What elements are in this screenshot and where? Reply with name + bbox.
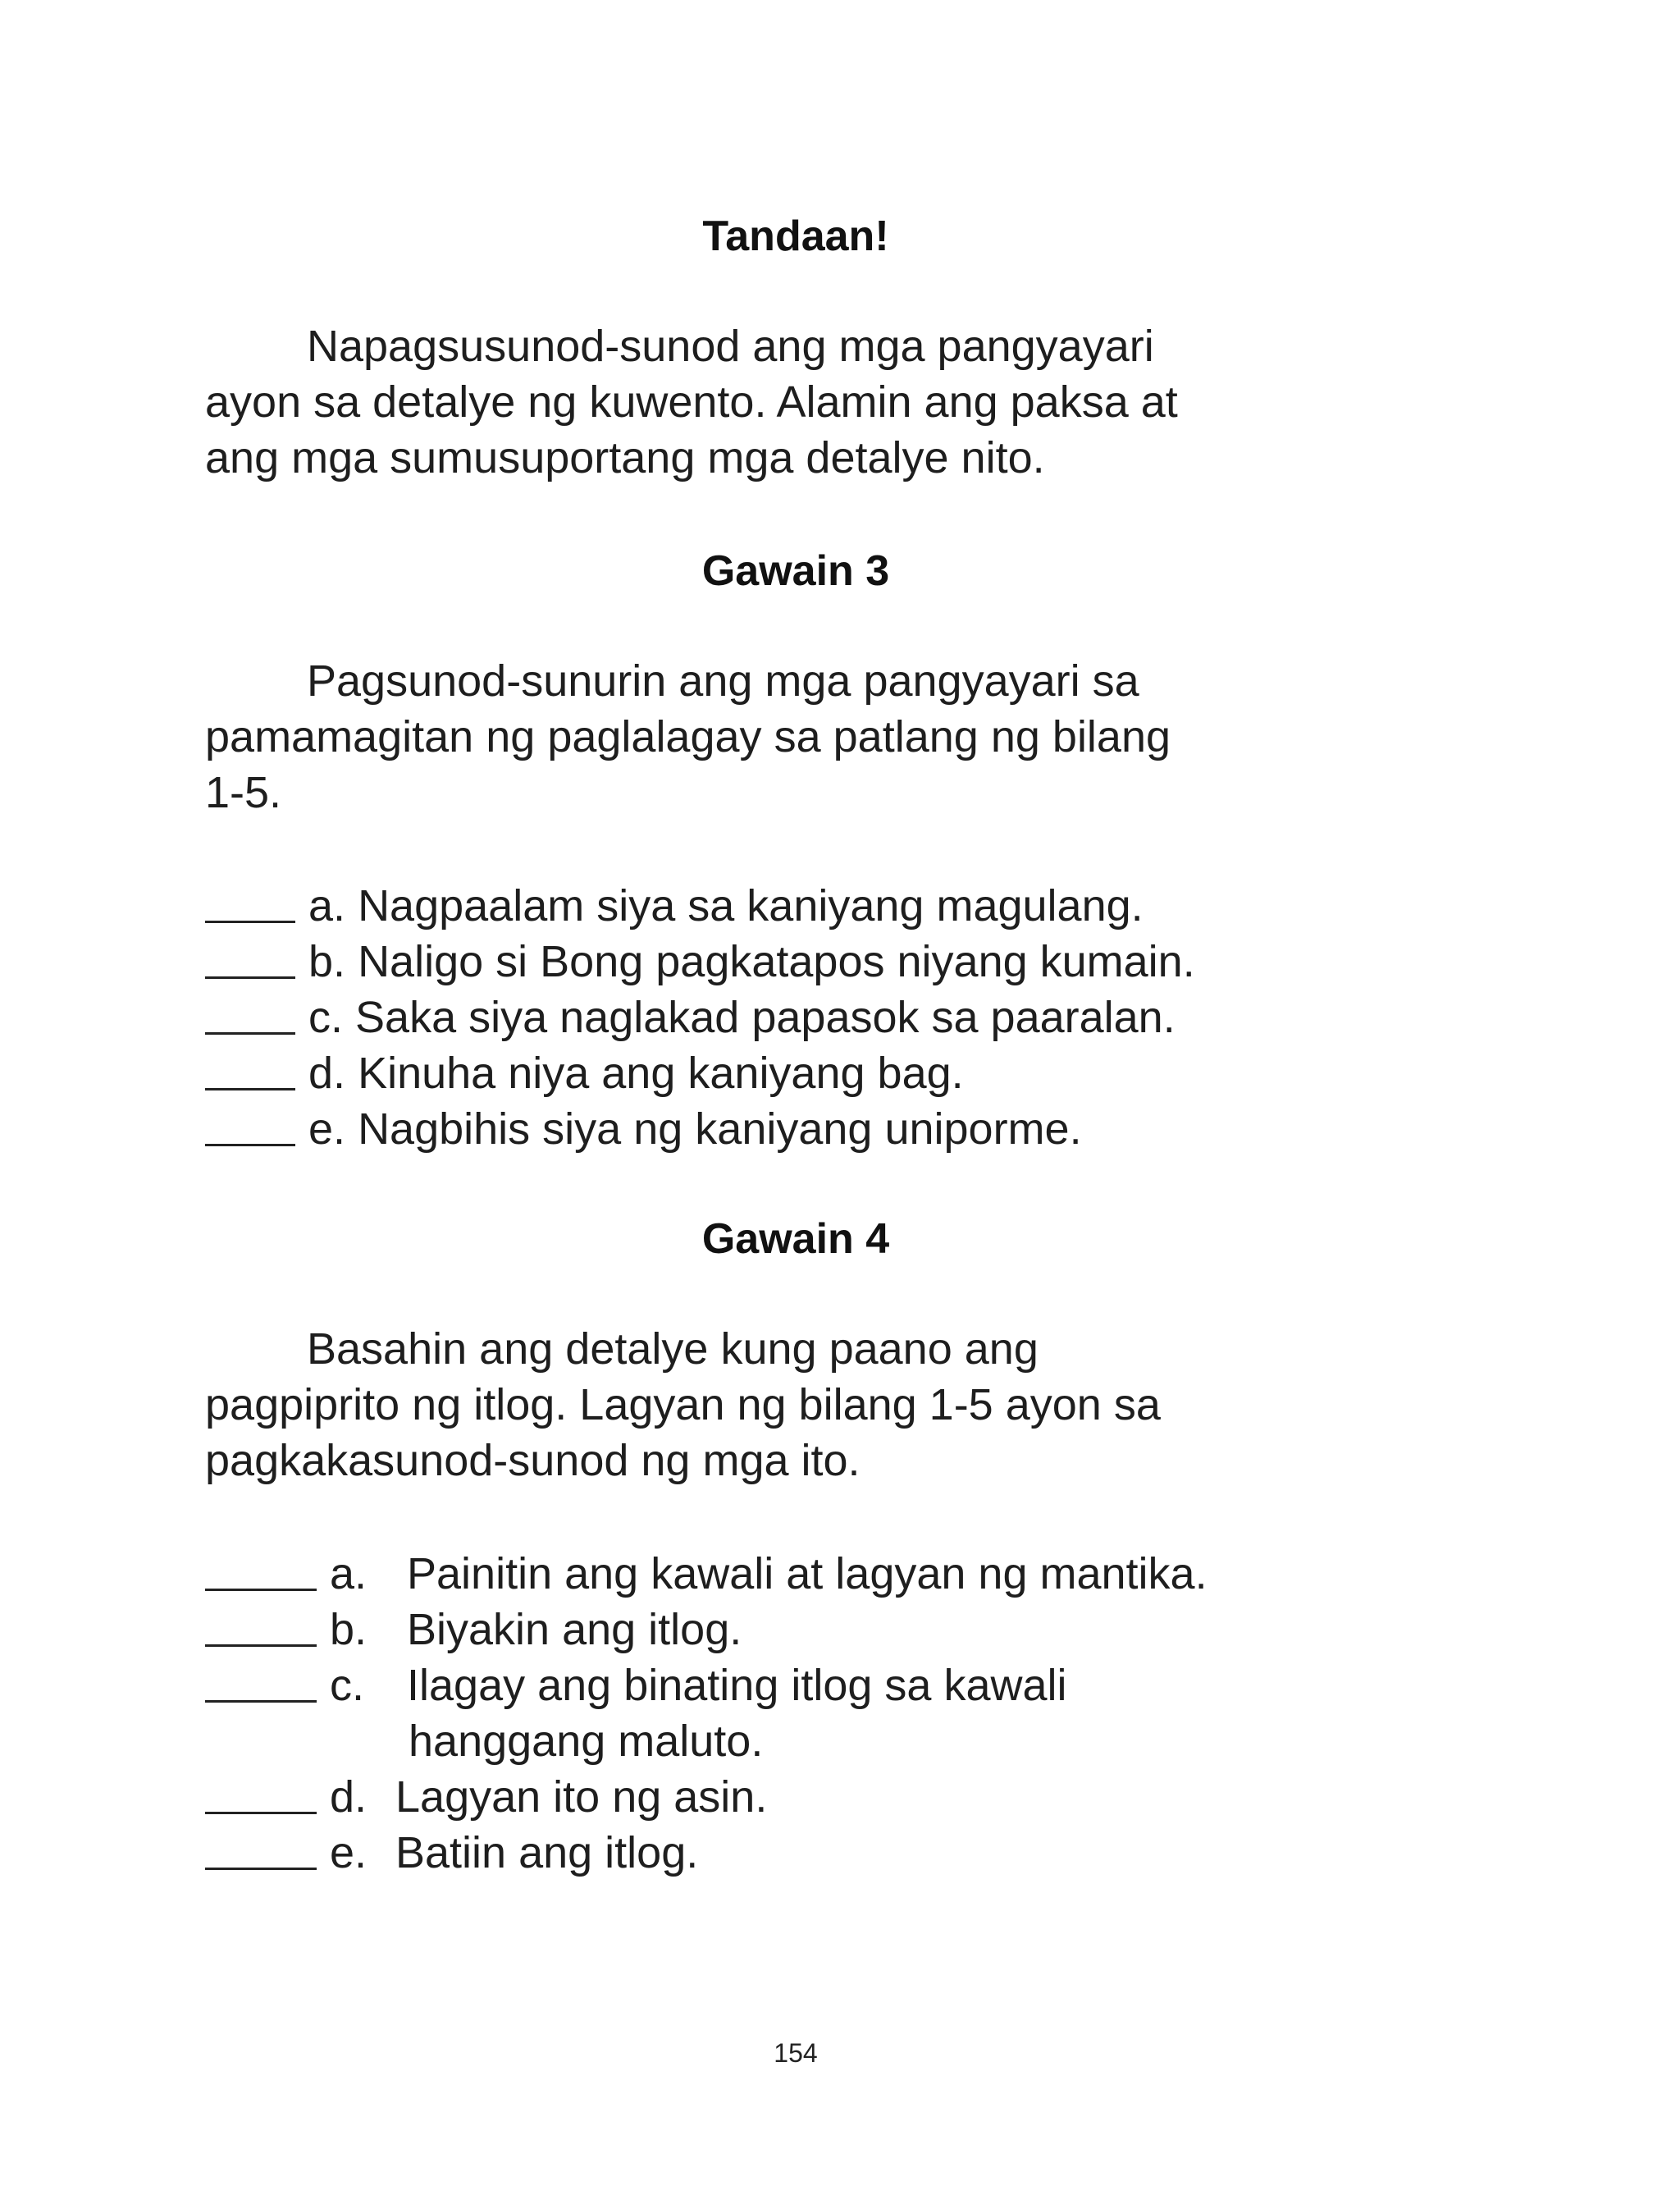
list-item — [205, 1657, 1436, 1713]
item-text: Painitin ang kawali at lagyan ng mantika. — [407, 1549, 1208, 1598]
item-letter: e. — [308, 1104, 346, 1154]
item-text: Kinuha niya ang kaniyang bag. — [358, 1049, 964, 1098]
list-item — [205, 1045, 1436, 1101]
answer-blank[interactable] — [205, 1825, 317, 1870]
gawain-3-heading: Gawain 3 — [701, 547, 890, 595]
word: patlang — [833, 712, 979, 761]
gawain-3-instruction — [205, 653, 1386, 821]
word: ang — [964, 1324, 1039, 1374]
word: paglalagay — [547, 712, 762, 761]
item-text: Nagpaalam siya sa kaniyang magulang. — [358, 881, 1144, 930]
item-letter: d. — [330, 1772, 368, 1822]
tandaan-heading: Tandaan! — [702, 213, 889, 260]
list-item — [205, 1101, 1436, 1157]
item-letter: c. — [308, 993, 344, 1042]
word: ng — [990, 712, 1040, 761]
item-text: Ilagay ang binating itlog sa kawali — [407, 1661, 1067, 1710]
item-text: Batiin ang itlog. — [395, 1828, 699, 1877]
list-item-continuation — [205, 1713, 1436, 1769]
word: bilang — [1052, 712, 1171, 761]
word: ang — [479, 1324, 554, 1374]
answer-blank[interactable] — [205, 878, 295, 923]
answer-blank[interactable] — [205, 1546, 317, 1591]
tandaan-line-1: Napagsusunod-sunod ang mga pangyayari — [307, 322, 1154, 371]
item-letter: d. — [308, 1049, 346, 1098]
item-text: Saka siya naglakad papasok sa paaralan. — [355, 993, 1176, 1042]
word: sa — [774, 712, 821, 761]
item-text: Lagyan ito ng asin. — [395, 1772, 768, 1822]
item-letter: c. — [330, 1661, 365, 1710]
item-letter: b. — [330, 1605, 368, 1654]
page-number: 154 — [774, 2038, 818, 2068]
answer-blank[interactable] — [205, 990, 295, 1035]
answer-blank[interactable] — [205, 934, 295, 979]
list-item — [205, 1769, 1436, 1825]
tandaan-line-3: ang mga sumusuportang mga detalye nito. — [205, 433, 1045, 482]
item-letter: e. — [330, 1828, 368, 1877]
list-item — [205, 934, 1436, 990]
gawain-3-instruction-line-2 — [205, 709, 1386, 765]
item-letter: b. — [308, 937, 346, 986]
list-item — [205, 1602, 1436, 1657]
list-item — [205, 1546, 1436, 1602]
gawain-4-heading: Gawain 4 — [701, 1215, 890, 1263]
gawain-3-instruction-line-3: 1-5. — [205, 768, 282, 817]
word: paano — [829, 1324, 952, 1374]
item-letter: a. — [308, 881, 346, 930]
item-letter: a. — [330, 1549, 368, 1598]
list-item — [205, 1825, 1436, 1881]
answer-blank[interactable] — [205, 1602, 317, 1647]
word: Basahin — [307, 1324, 468, 1374]
item-text: Biyakin ang itlog. — [407, 1605, 742, 1654]
tandaan-line-2: ayon sa detalye ng kuwento. Alamin ang paksa at — [205, 377, 1178, 427]
answer-blank[interactable] — [205, 1101, 295, 1146]
answer-blank[interactable] — [205, 1045, 295, 1090]
gawain-3-list — [205, 878, 1436, 1157]
gawain-4-instruction-line-3: pagkakasunod-sunod ng mga ito. — [205, 1436, 861, 1485]
tandaan-paragraph — [205, 318, 1386, 486]
gawain-4-instruction — [205, 1321, 1386, 1488]
item-text: Naligo si Bong pagkatapos niyang kumain. — [358, 937, 1195, 986]
word: kung — [720, 1324, 817, 1374]
gawain-4-list — [205, 1546, 1436, 1881]
word: detalye — [565, 1324, 709, 1374]
item-text-continuation: hanggang maluto. — [409, 1717, 764, 1766]
answer-blank[interactable] — [205, 1769, 317, 1814]
word: ng — [486, 712, 536, 761]
item-text: Nagbihis siya ng kaniyang uniporme. — [358, 1104, 1082, 1154]
answer-blank[interactable] — [205, 1657, 317, 1703]
gawain-3-instruction-line-1: Pagsunod-sunurin ang mga pangyayari sa — [307, 656, 1139, 706]
gawain-4-instruction-line-2: pagpiprito ng itlog. Lagyan ng bilang 1-5 ayon sa — [205, 1380, 1161, 1429]
word: pamamagitan — [205, 712, 474, 761]
list-item — [205, 878, 1436, 934]
list-item — [205, 990, 1436, 1045]
gawain-4-instruction-line-1 — [205, 1321, 1386, 1377]
